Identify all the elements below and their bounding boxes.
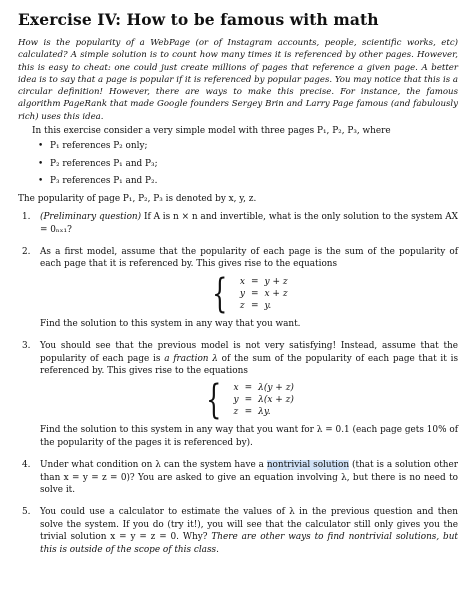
question-followup: Find the solution to this system in any way that you want. (40, 318, 301, 329)
popularity-definition: The popularity of page P₁, P₂, P₃ is denoted by x, y, z. (18, 193, 257, 204)
equation-lhs: x (239, 276, 245, 287)
question-text: You should see that the previous model is not very satisfying! Instead, assume that the popularity of each page is (40, 341, 458, 364)
question-followup: Find the solution to this system in any way that you want for λ = 0.1 (each page gets 10% of the popularity of the pages it is referenced by). (40, 425, 458, 448)
equation-system-1: { x = y + z y = x + z z = y. (40, 276, 458, 312)
equation-lhs: z (233, 407, 239, 418)
question-5 (18, 506, 462, 556)
left-brace-icon: { (212, 270, 228, 317)
equation-lhs: y (233, 395, 239, 406)
highlighted-text[interactable]: nontrivial solution (266, 460, 350, 471)
question-label: (Preliminary question) (40, 212, 142, 223)
equation-lhs: z (239, 300, 245, 311)
equation-rhs: x + z (264, 288, 288, 299)
question-number: 4. (22, 460, 31, 471)
question-emphasis: There are other ways to find nontrivial solutions, but this is outside of the scope of this class. (40, 532, 458, 555)
references-list (18, 140, 462, 187)
equation-rhs: λ(y + z) (258, 383, 294, 394)
left-brace-icon: { (206, 377, 222, 424)
question-2 (18, 246, 462, 330)
question-number: 2. (22, 246, 31, 257)
question-list (18, 211, 462, 556)
question-text: Under what condition on λ can the system have a (40, 460, 264, 471)
question-4 (18, 459, 462, 496)
question-text: (that is a solution other than x = y = z = 0)? You are asked to give an equation involving λ, but there is no need to solve it. (40, 460, 459, 495)
question-text: As a first model, assume that the popularity of each page is the sum of the popularity of each page that it is referenced by. This gives rise to the equations (40, 246, 458, 270)
equation-rhs: λy. (258, 407, 271, 418)
question-emphasis: a fraction λ (164, 353, 218, 364)
equation-lhs: y (239, 288, 245, 299)
question-text: of the sum of the popularity of each page that it is referenced by. This gives rise to the equations (40, 353, 458, 376)
model-lead-text: In this exercise consider a very simple model with three pages P₁, P₂, P₃, where (32, 126, 391, 137)
intro-paragraph: How is the popularity of a WebPage (or of Instagram accounts, people, scientific works, etc) calculated? A simple solution is to count how many times it is referenced by other pages. However, this is easy to cheat: one could just create millions of pages that reference a given page. A better idea is to say that a page is popular if it is referenced by popular pages. You may notice that this is a circular definition! However, there are ways to make this precise. For instance, the famous algorithm PageRank that made Google founders Sergey Brin and Larry Page famous (and fabulously rich) uses this idea. (18, 38, 458, 122)
equation-system-2: { x = λ(y + z) y = λ(x + z) z = λy. (40, 382, 458, 418)
question-number: 1. (22, 212, 31, 223)
list-item: • P₃ references P₁ and P₂. (38, 175, 462, 187)
question-number: 3. (22, 341, 31, 352)
equation-rhs: y + z (264, 276, 288, 287)
exercise-title: Exercise IV: How to be famous with math (18, 10, 379, 29)
question-3 (18, 340, 462, 449)
equation-lhs: x (233, 383, 239, 394)
list-item: • P₁ references P₂ only; (38, 140, 462, 152)
question-number: 5. (22, 507, 31, 518)
list-item: • P₂ references P₁ and P₃; (38, 158, 462, 170)
equation-rhs: y. (264, 300, 272, 311)
question-text: If A is n × n and invertible, what is the only solution to the system AX = 0ₙₓ₁? (40, 212, 458, 235)
question-text: You could use a calculator to estimate the values of λ in the previous question and then solve the system. If you do (try it!), you will see that the calculator still only gives you the trivial solution x = y = z = 0. Why? (40, 507, 458, 543)
question-1 (18, 211, 462, 236)
equation-rhs: λ(x + z) (258, 395, 294, 406)
